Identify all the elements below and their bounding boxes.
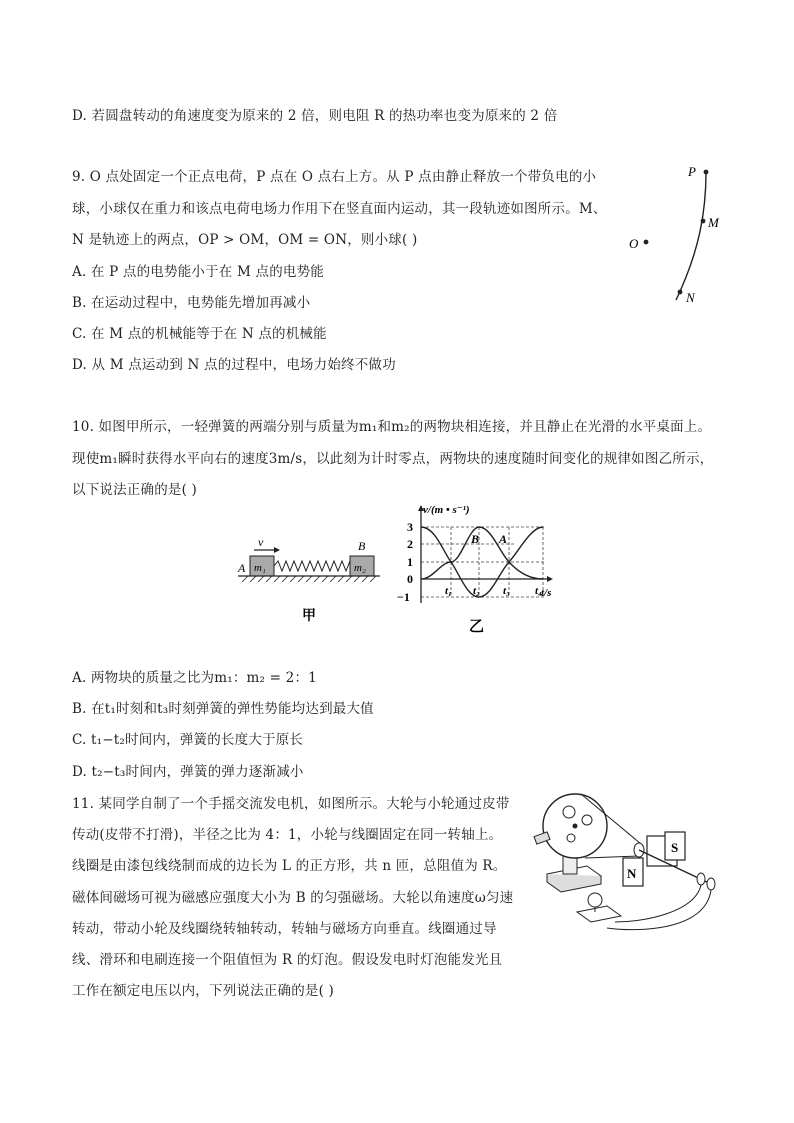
big-wheel-hole-3 bbox=[567, 834, 575, 842]
q11-stem-line-3: 线圈是由漆包线绕制而成的边长为 L 的正方形，共 n 匝，总阻值为 R。 bbox=[72, 858, 507, 874]
trajectory-curve bbox=[676, 172, 706, 300]
xtick-t1: t₁ bbox=[445, 585, 452, 597]
xtick-t3: t₃ bbox=[503, 585, 510, 597]
big-wheel-hole-2 bbox=[582, 815, 592, 825]
figure-jia-caption: 甲 bbox=[302, 609, 316, 624]
label-o: O bbox=[629, 236, 639, 251]
curve-b-label: B bbox=[471, 532, 480, 546]
xtick-t2: t₂ bbox=[473, 585, 480, 597]
xtick-t4: t₄ bbox=[535, 585, 542, 597]
label-m: M bbox=[708, 215, 719, 230]
block-a-label: A bbox=[238, 561, 246, 575]
velocity-label: v bbox=[258, 535, 264, 549]
q11-stem-line-7: 工作在额定电压以内，下列说法正确的是( ) bbox=[72, 983, 335, 999]
q9-stem-line-2: 球，小球仅在重力和该点电荷电场力作用下在竖直面内运动，其一段轨迹如图所示。M、 bbox=[72, 201, 607, 217]
figure-yi-caption: 乙 bbox=[469, 619, 485, 635]
magnet-s-label: S bbox=[671, 840, 679, 855]
x-axis-arrow bbox=[547, 576, 553, 582]
table-hatch bbox=[242, 576, 376, 582]
block-m2-label: m₂ bbox=[354, 562, 366, 574]
q8-option-d: D. 若圆盘转动的角速度变为原来的 2 倍，则电阻 R 的热功率也变为原来的 2 倍 bbox=[72, 108, 558, 124]
ytick-neg1: −1 bbox=[397, 590, 410, 604]
q11-stem-line-6: 线、滑环和电刷连接一个阻值恒为 R 的灯泡。假设发电时灯泡能发光且 bbox=[72, 952, 503, 968]
q9-stem-line-3: N 是轨迹上的两点，OP > OM，OM = ON，则小球( ) bbox=[72, 232, 418, 248]
lamp-bulb bbox=[588, 893, 602, 907]
q9-stem-line-1: 9. O 点处固定一个正点电荷，P 点在 O 点右上方。从 P 点由静止释放一个带负电的小 bbox=[72, 169, 597, 185]
generator-base-side bbox=[547, 874, 601, 892]
q10-figure-yi bbox=[395, 503, 565, 638]
q11-stem-line-1: 11. 某同学自制了一个手摇交流发电机，如图所示。大轮与小轮通过皮带 bbox=[72, 796, 510, 812]
slip-ring-2 bbox=[707, 878, 715, 890]
big-wheel-hole-1 bbox=[563, 806, 575, 818]
q9-option-a: A. 在 P 点的电势能小于在 M 点的电势能 bbox=[72, 264, 325, 280]
curve-a-label: A bbox=[499, 532, 508, 546]
q10-option-d: D. t₂−t₃时间内，弹簧的弹力逐渐减小 bbox=[72, 764, 304, 780]
lamp-base bbox=[577, 906, 621, 922]
big-wheel-hub bbox=[573, 824, 578, 829]
block-b-label: B bbox=[358, 539, 366, 553]
q11-stem-line-5: 转动，带动小轮及线圈绕转轴转动，转轴与磁场方向垂直。线圈通过导 bbox=[72, 921, 497, 937]
velocity-arrow-head bbox=[274, 547, 280, 553]
label-n: N bbox=[686, 290, 695, 305]
q9-trajectory-figure bbox=[620, 160, 730, 310]
label-p: P bbox=[688, 164, 696, 179]
y-axis-label: v/(m • s⁻¹) bbox=[423, 504, 470, 516]
spring bbox=[274, 561, 352, 571]
point-p-dot bbox=[704, 170, 709, 175]
slip-ring-1 bbox=[697, 873, 705, 885]
q9-option-b: B. 在运动过程中，电势能先增加再减小 bbox=[72, 295, 311, 311]
ytick-1: 1 bbox=[407, 555, 413, 569]
q10-stem-line-2: 现使m₁瞬时获得水平向右的速度3m/s，以此刻为计时零点，两物块的速度随时间变化的规律如图乙所示， bbox=[72, 451, 714, 467]
magnet-n-label: N bbox=[627, 866, 637, 881]
point-o-dot bbox=[644, 240, 649, 245]
wire-1 bbox=[615, 885, 701, 922]
q10-stem-line-1: 10. 如图甲所示，一轻弹簧的两端分别与质量为m₁和m₂的两物块相连接，并且静止在光滑的水平桌面上。 bbox=[72, 419, 712, 435]
x-axis-label: t/s bbox=[541, 587, 552, 599]
q10-stem-line-3: 以下说法正确的是( ) bbox=[72, 482, 198, 498]
q9-option-c: C. 在 M 点的机械能等于在 N 点的机械能 bbox=[72, 326, 327, 342]
curve-b bbox=[421, 527, 543, 579]
q11-stem-line-2: 传动(皮带不打滑)，半径之比为 4：1，小轮与线圈固定在同一转轴上。 bbox=[72, 827, 503, 843]
ytick-3: 3 bbox=[407, 520, 413, 534]
q10-figure-jia bbox=[228, 528, 388, 628]
q11-generator-figure bbox=[525, 782, 730, 947]
point-n-dot bbox=[678, 290, 683, 295]
q11-stem-line-4: 磁体间磁场可视为磁感应强度大小为 B 的匀强磁场。大轮以角速度ω匀速 bbox=[72, 890, 514, 906]
q9-option-d: D. 从 M 点运动到 N 点的过程中，电场力始终不做功 bbox=[72, 357, 396, 373]
q10-option-c: C. t₁−t₂时间内，弹簧的长度大于原长 bbox=[72, 732, 304, 748]
point-m-dot bbox=[701, 219, 706, 224]
q10-option-a: A. 两物块的质量之比为m₁：m₂ = 2：1 bbox=[72, 670, 317, 686]
ytick-0: 0 bbox=[407, 572, 413, 586]
q10-option-b: B. 在t₁时刻和t₃时刻弹簧的弹性势能均达到最大值 bbox=[72, 701, 374, 717]
block-m1-label: m₁ bbox=[254, 562, 266, 574]
ytick-2: 2 bbox=[407, 537, 413, 551]
